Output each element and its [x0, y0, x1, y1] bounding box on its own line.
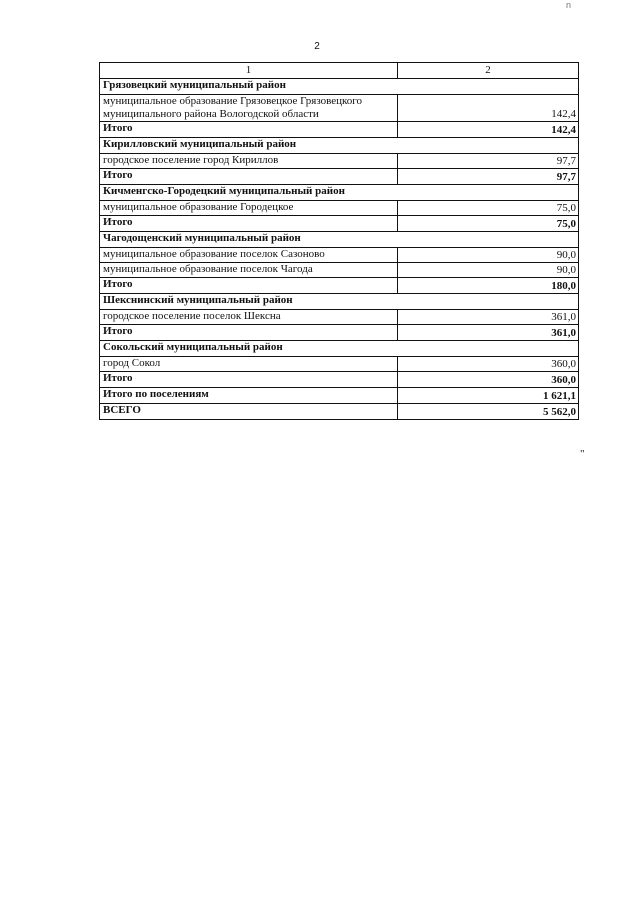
table-row	[100, 310, 579, 325]
settlement-value: 142,4	[398, 95, 579, 122]
total-label: Итого	[100, 169, 398, 185]
settlement-label: муниципальное образование поселок Чагода	[100, 263, 398, 278]
district-name: Грязовецкий муниципальный район	[100, 79, 579, 95]
page-number: 2	[314, 41, 320, 52]
table-row	[100, 95, 579, 122]
settlement-value: 75,0	[398, 201, 579, 216]
total-label: Итого	[100, 216, 398, 232]
district-name: Сокольский муниципальный район	[100, 341, 579, 357]
district-row	[100, 79, 579, 95]
district-name: Кичменгско-Городецкий муниципальный район	[100, 185, 579, 201]
settlement-label: городское поселение город Кириллов	[100, 154, 398, 169]
district-total-row	[100, 169, 579, 185]
total-value: 97,7	[398, 169, 579, 185]
total-value: 360,0	[398, 372, 579, 388]
settlement-value: 97,7	[398, 154, 579, 169]
total-value: 142,4	[398, 122, 579, 138]
district-row	[100, 185, 579, 201]
settlements-total-value: 1 621,1	[398, 388, 579, 404]
settlement-label: городское поселение поселок Шексна	[100, 310, 398, 325]
district-total-row	[100, 216, 579, 232]
settlement-value: 90,0	[398, 263, 579, 278]
total-label: Итого	[100, 122, 398, 138]
table-row	[100, 248, 579, 263]
district-row	[100, 294, 579, 310]
total-label: Итого	[100, 372, 398, 388]
settlement-value: 360,0	[398, 357, 579, 372]
district-row	[100, 138, 579, 154]
corner-mark: n	[566, 0, 572, 10]
district-total-row	[100, 278, 579, 294]
district-name: Шекснинский муниципальный район	[100, 294, 579, 310]
settlement-value: 90,0	[398, 248, 579, 263]
grand-total-value: 5 562,0	[398, 404, 579, 420]
grand-total-row	[100, 404, 579, 420]
settlement-label: город Сокол	[100, 357, 398, 372]
table-row	[100, 357, 579, 372]
settlement-label: муниципальное образование поселок Сазоново	[100, 248, 398, 263]
settlements-total-row	[100, 388, 579, 404]
district-total-row	[100, 372, 579, 388]
district-name: Чагодощенский муниципальный район	[100, 232, 579, 248]
total-value: 75,0	[398, 216, 579, 232]
table-row	[100, 201, 579, 216]
settlement-value: 361,0	[398, 310, 579, 325]
total-label: Итого	[100, 325, 398, 341]
total-label: Итого	[100, 278, 398, 294]
settlement-label: муниципальное образование Городецкое	[100, 201, 398, 216]
column-header-2: 2	[398, 63, 579, 79]
settlements-total-label: Итого по поселениям	[100, 388, 398, 404]
district-row	[100, 232, 579, 248]
table-header-row	[100, 63, 579, 79]
district-row	[100, 341, 579, 357]
grand-total-label: ВСЕГО	[100, 404, 398, 420]
table-row	[100, 154, 579, 169]
settlement-label: муниципальное образование Грязовецкое Грязовецкого муниципального района Вологодской области	[100, 95, 398, 122]
closing-quote-mark: "	[580, 448, 585, 460]
column-header-1: 1	[100, 63, 398, 79]
district-total-row	[100, 122, 579, 138]
budget-table	[99, 62, 579, 420]
district-name: Кирилловский муниципальный район	[100, 138, 579, 154]
total-value: 361,0	[398, 325, 579, 341]
total-value: 180,0	[398, 278, 579, 294]
district-total-row	[100, 325, 579, 341]
table-row	[100, 263, 579, 278]
